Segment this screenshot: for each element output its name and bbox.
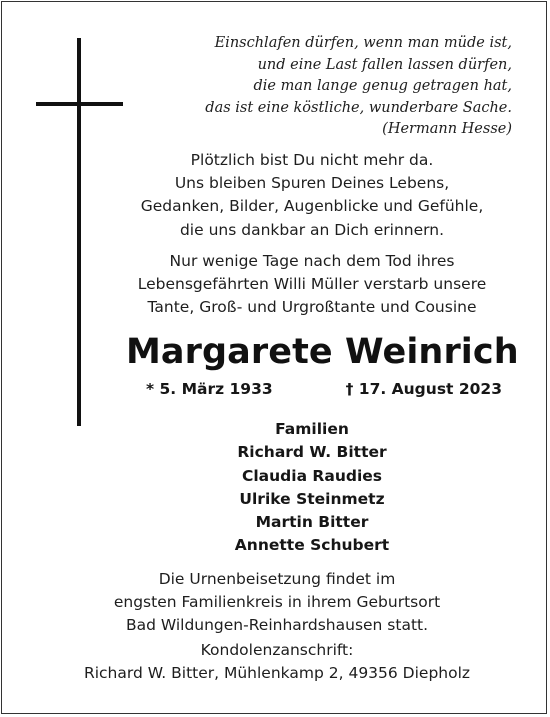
- funeral-line: Bad Wildungen-Reinhardshausen statt.: [125, 616, 429, 635]
- condolence-address: Richard W. Bitter, Mühlenkamp 2, 49356 Diepholz: [83, 664, 471, 683]
- condolence-label: Kondolenzanschrift:: [200, 641, 354, 659]
- poem-line: die man lange genug getragen hat,: [253, 78, 512, 95]
- announcement-line: Nur wenige Tage nach dem Tod ihres: [169, 252, 455, 270]
- mourner-name: Richard W. Bitter: [237, 443, 387, 462]
- intro-line: Plötzlich bist Du nicht mehr da.: [190, 151, 434, 169]
- obituary-notice: [1, 1, 547, 714]
- funeral-line: engsten Familienkreis in ihrem Geburtsort: [113, 593, 441, 612]
- mourner-name: Annette Schubert: [234, 536, 390, 555]
- death-announcement: [122, 250, 502, 320]
- poem-line: und eine Last fallen lassen dürfen,: [257, 56, 512, 73]
- condolence-address-block: [44, 639, 510, 685]
- intro-line: Uns bleiben Spuren Deines Lebens,: [174, 174, 450, 193]
- intro-text: [122, 149, 502, 242]
- funeral-information: [97, 568, 457, 638]
- mourner-name: Martin Bitter: [255, 513, 369, 532]
- cross-vertical-bar: [77, 38, 81, 426]
- funeral-line: Die Urnenbeisetzung findet im: [158, 570, 396, 588]
- poem-quote: [182, 33, 512, 141]
- announcement-line: Tante, Groß- und Urgroßtante und Cousine: [147, 298, 477, 317]
- mourners-heading: Familien: [275, 420, 349, 438]
- birth-date: * 5. März 1933: [146, 380, 273, 398]
- poem-author: (Hermann Hesse): [382, 121, 512, 138]
- mourner-name: Ulrike Steinmetz: [239, 489, 385, 508]
- poem-line: Einschlafen dürfen, wenn man müde ist,: [214, 35, 512, 51]
- cross-horizontal-bar: [36, 102, 123, 106]
- intro-line: Gedanken, Bilder, Augenblicke und Gefühle,: [140, 197, 484, 216]
- life-dates: [146, 376, 502, 402]
- death-date: † 17. August 2023: [345, 380, 502, 398]
- mourner-name: Claudia Raudies: [241, 466, 383, 485]
- deceased-name: Margarete Weinrich: [126, 332, 519, 372]
- poem-line: das ist eine köstliche, wunderbare Sache.: [205, 99, 512, 116]
- mourners-list: [187, 418, 437, 558]
- announcement-line: Lebensgefährten Willi Müller verstarb unsere: [137, 275, 487, 294]
- intro-line: die uns dankbar an Dich erinnern.: [179, 220, 445, 239]
